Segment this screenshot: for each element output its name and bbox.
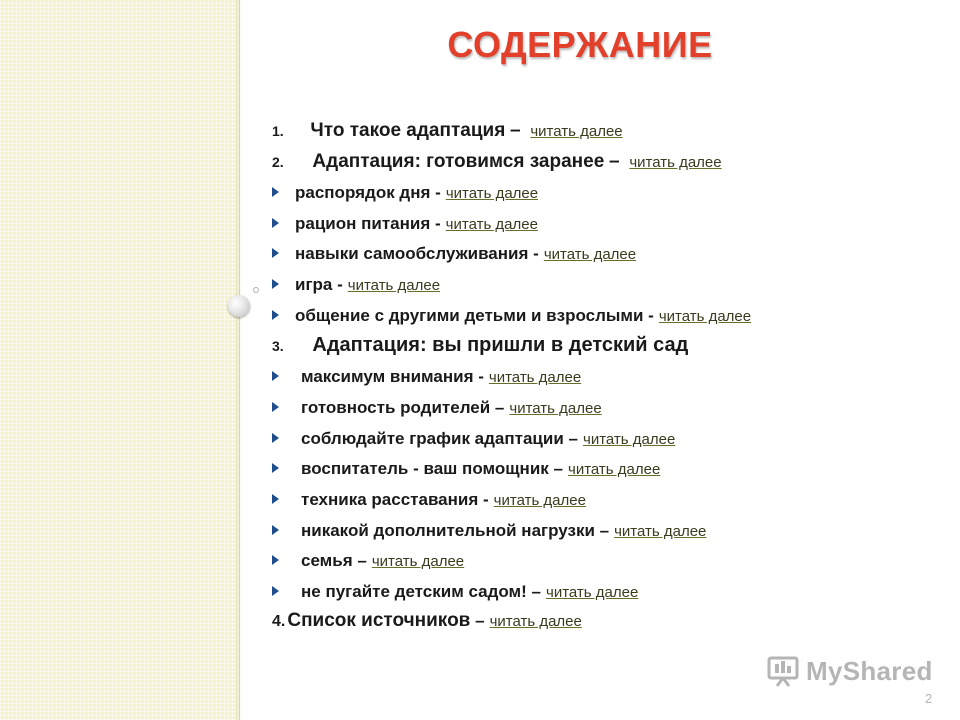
item-separator: –	[357, 551, 367, 570]
arrow-bullet-icon	[272, 218, 279, 228]
arrow-bullet-icon	[272, 494, 279, 504]
toc-subitem	[272, 550, 464, 573]
read-more-link[interactable]: читать далее	[371, 553, 465, 570]
toc-subitem	[272, 182, 538, 205]
item-number: 4.	[272, 613, 286, 630]
watermark	[766, 654, 933, 688]
item-title: воспитатель - ваш помощник	[301, 459, 549, 478]
read-more-link[interactable]: читать далее	[543, 246, 637, 263]
read-more-link[interactable]: читать далее	[488, 369, 582, 386]
toc-subitem	[272, 305, 751, 328]
item-number: 2.	[272, 154, 284, 170]
read-more-link[interactable]: читать далее	[546, 584, 639, 601]
toc-item-2	[272, 151, 722, 174]
read-more-link[interactable]: читать далее	[445, 185, 539, 202]
item-separator: -	[435, 214, 441, 233]
item-separator: –	[475, 611, 485, 630]
item-title: готовность родителей	[301, 398, 491, 417]
item-separator: -	[533, 244, 539, 263]
item-title: семья	[301, 551, 353, 570]
item-separator: -	[648, 306, 654, 325]
toc-subitem	[272, 274, 440, 297]
arrow-bullet-icon	[272, 525, 279, 535]
read-more-link[interactable]: читать далее	[489, 613, 582, 630]
read-more-link[interactable]: читать далее	[658, 308, 752, 325]
item-separator: -	[478, 367, 484, 386]
toc-item-3	[272, 334, 688, 357]
arrow-bullet-icon	[272, 310, 279, 320]
arrow-bullet-icon	[272, 433, 279, 443]
read-more-link[interactable]: читать далее	[493, 492, 586, 509]
toc-subitem	[272, 213, 538, 236]
item-title: игра	[295, 275, 333, 294]
read-more-link[interactable]: читать далее	[445, 216, 538, 233]
toc-subitem	[272, 520, 706, 543]
arrow-bullet-icon	[272, 586, 279, 596]
item-number: 1.	[272, 123, 284, 139]
toc-subitem	[272, 489, 586, 512]
read-more-link[interactable]: читать далее	[629, 154, 722, 171]
toc-subitem	[272, 366, 581, 389]
page-number: 2	[925, 691, 933, 706]
item-separator: –	[599, 521, 610, 540]
item-title: Адаптация: вы пришли в детский сад	[312, 334, 689, 356]
item-title: навыки самообслуживания	[295, 244, 529, 263]
read-more-link[interactable]: читать далее	[509, 400, 602, 417]
toc-item-1	[272, 120, 623, 143]
toc-item-4	[272, 610, 582, 633]
item-title: не пугайте детским садом!	[301, 582, 527, 601]
arrow-bullet-icon	[272, 248, 279, 258]
read-more-link[interactable]: читать далее	[530, 123, 623, 140]
read-more-link[interactable]: читать далее	[568, 461, 661, 478]
item-number: 3.	[272, 338, 284, 354]
arrow-bullet-icon	[272, 187, 279, 197]
arrow-bullet-icon	[272, 402, 279, 412]
slide-title: СОДЕРЖАНИЕ	[447, 24, 713, 65]
presentation-board-icon	[766, 654, 800, 688]
item-separator: -	[483, 490, 489, 509]
item-title: никакой дополнительной нагрузки	[301, 521, 595, 540]
item-title: Адаптация: готовимся заранее	[312, 151, 605, 172]
arrow-bullet-icon	[272, 463, 279, 473]
item-title: техника расставания	[301, 490, 479, 509]
item-separator: –	[609, 151, 620, 172]
item-title: общение с другими детьми и взрослыми	[295, 306, 644, 325]
item-separator: -	[435, 183, 441, 202]
arrow-bullet-icon	[272, 279, 279, 289]
toc-subitem	[272, 243, 636, 266]
item-separator: –	[494, 398, 505, 417]
item-separator: –	[531, 582, 542, 601]
item-title: распорядок дня	[295, 183, 431, 202]
toc-subitem	[272, 397, 602, 420]
toc-subitem	[272, 581, 638, 604]
item-separator: –	[568, 429, 578, 448]
item-title: Список источников	[287, 610, 471, 631]
item-title: соблюдайте график адаптации	[301, 429, 564, 448]
arrow-bullet-icon	[272, 371, 279, 381]
item-separator: –	[553, 459, 563, 478]
item-separator: –	[510, 120, 521, 141]
read-more-link[interactable]: читать далее	[614, 523, 707, 540]
read-more-link[interactable]: читать далее	[583, 431, 676, 448]
toc-subitem	[272, 428, 675, 451]
arrow-bullet-icon	[272, 555, 279, 565]
item-title: рацион питания	[295, 214, 431, 233]
watermark-text: MyShared	[806, 655, 933, 686]
read-more-link[interactable]: читать далее	[347, 277, 441, 294]
item-title: Что такое адаптация	[310, 120, 506, 141]
toc-subitem	[272, 458, 660, 481]
item-title: максимум внимания	[301, 367, 474, 386]
item-separator: -	[337, 275, 343, 294]
